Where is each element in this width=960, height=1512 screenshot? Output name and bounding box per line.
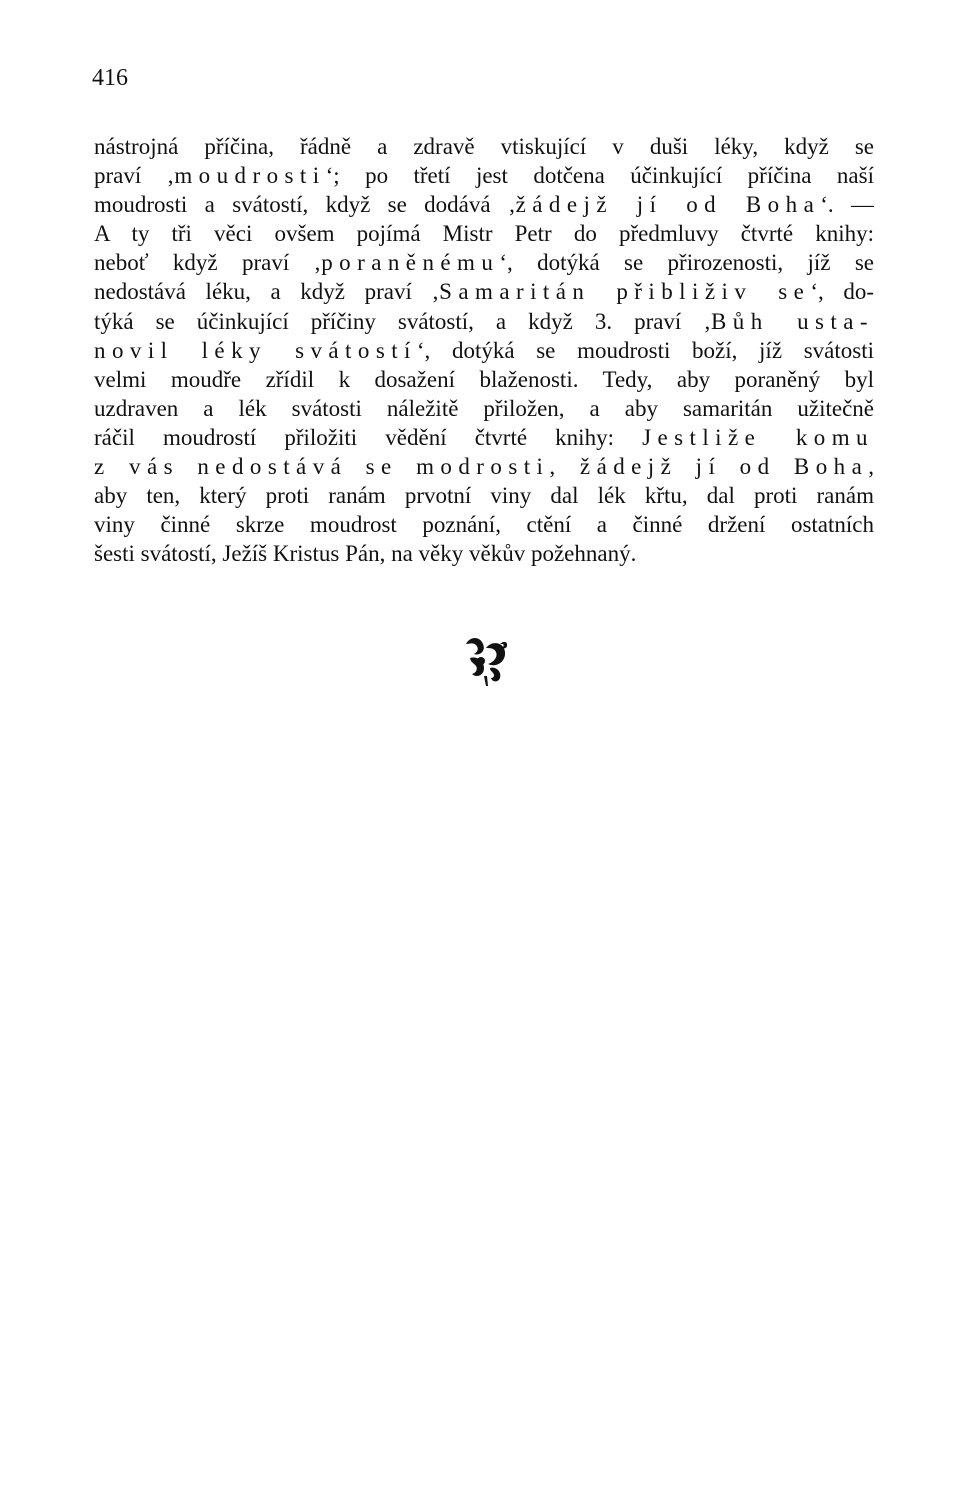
spaced-emphasis: moudrosti [174, 163, 326, 189]
text-segment: ‘. — [820, 192, 874, 218]
text-segment: aby ten, který proti ranám prvotní viny dal lék křtu, dal proti ranám [94, 483, 874, 509]
text-segment: , [868, 454, 874, 480]
spaced-emphasis: žádejž jí od Boha [515, 192, 821, 218]
text-line [94, 190, 874, 219]
text-line [94, 510, 874, 539]
text-segment: nedostává léku, a když praví ‚ [94, 279, 440, 305]
text-segment: viny činné skrze moudrost poznání, ctění a činné držení ostatních [94, 512, 874, 538]
text-segment: ‘, dotýká se moudrosti boží, jíž svátosti [416, 337, 874, 363]
text-line [94, 336, 874, 365]
text-segment: ‘, dotýká se přirozenosti, jíž se [499, 250, 874, 276]
text-segment: ‘; po třetí jest dotčena účinkující příčina naší [325, 163, 874, 189]
spaced-emphasis: Samaritán přibliživ se [439, 279, 811, 305]
text-segment: týká se účinkující příčiny svátostí, a když 3. praví ‚ [94, 308, 711, 334]
text-segment: neboť když praví ‚ [94, 250, 322, 276]
text-segment: nástrojná příčina, řádně a zdravě vtiskující v duši léky, když se [94, 134, 874, 159]
text-segment: velmi moudře zřídil k dosažení blaženosti. Tedy, aby poraněný byl [94, 366, 874, 392]
text-line [94, 248, 874, 277]
text-segment: ráčil moudrostí přiložiti vědění čtvrté knihy: [94, 424, 643, 450]
text-line [94, 365, 874, 394]
text-segment: ‘, do- [810, 279, 874, 305]
spaced-emphasis: Jestliže komu [642, 424, 874, 450]
text-line [94, 481, 874, 510]
text-block [94, 132, 874, 568]
text-line [94, 277, 874, 306]
text-line [94, 539, 874, 568]
text-segment: praví ‚ [94, 163, 175, 189]
text-segment: šesti svátostí, Ježíš Kristus Pán, na věky věkův požehnaný. [94, 541, 637, 567]
text-line [94, 452, 874, 481]
text-line [94, 423, 874, 452]
text-line [94, 132, 874, 161]
spaced-emphasis: z vás nedostává se modrosti, žádejž jí od Boha [94, 454, 869, 480]
text-segment: A ty tři věci ovšem pojímá Mistr Petr do předmluvy čtvrté knihy: [94, 221, 874, 247]
text-line [94, 394, 874, 423]
spaced-emphasis: poraněnému [321, 250, 500, 276]
text-segment: moudrosti a svátostí, když se dodává ‚ [94, 192, 516, 218]
text-line [94, 219, 874, 248]
spaced-emphasis: Bůh usta- [710, 308, 874, 334]
spaced-emphasis: novil léky svátostí [94, 337, 417, 363]
fleuron-ornament-icon [456, 630, 516, 690]
text-line [94, 307, 874, 336]
text-line [94, 161, 874, 190]
page-number: 416 [92, 65, 128, 91]
text-segment: uzdraven a lék svátosti náležitě přiložen, a aby samaritán užitečně [94, 395, 874, 421]
